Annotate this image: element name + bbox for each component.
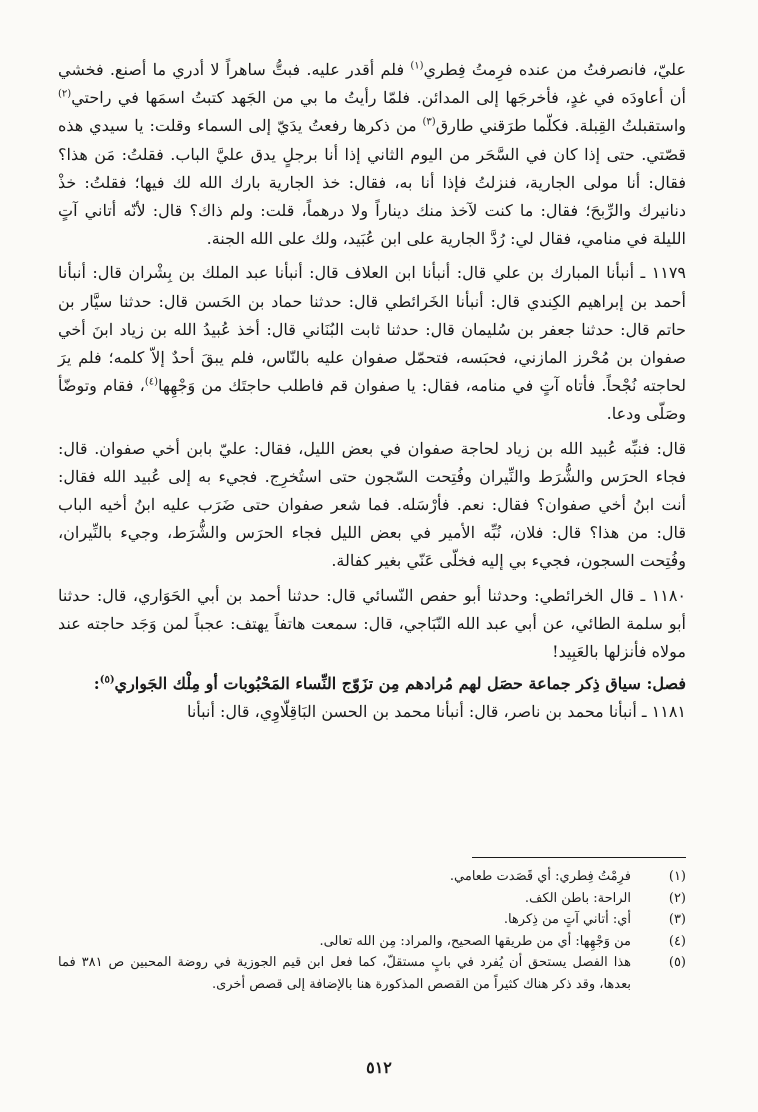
footnote-number: (٥) (668, 955, 686, 970)
footnote-ref-2: (٢) (58, 88, 72, 100)
footnote-divider (472, 857, 686, 858)
paragraph-safwan: قال: فنبِّه عُبيد الله بن زياد لحاجة صفوان في بعض الليل، فقال: عليّ بابن أخي صفوان. قال: فجاء الحرَس والشُّرَط والنِّيران وفُتِحت السّجون حتى استُخرِج. فجيء به إلى عُبيد الله فقال: أنت ابنُ أخي صفوان؟ فقال: نعم. فأرْسَله. فما شعر صفوان حتى ضَرَب عليه ابنُ أخيه الباب قال: من هذا؟ قال: فلان، نُبِّه الأمير في بعض الليل فجاء الحرَس والشُّرَط، وجيء بالنِّيران، وفُتِحت السجون، فجيء بي إليه فخلّى عَنّي بغير كفالة. (58, 438, 687, 571)
footnote-ref-5: (٥) (99, 674, 115, 686)
footnote (58, 866, 686, 888)
footnote (58, 952, 686, 995)
footnote-text: فرِمْتُ فِطري: أي قَصَدت طعامي. (449, 869, 631, 884)
footnote-text: أي: أتاني آتٍ من ذِكرها. (503, 912, 631, 927)
footnote-ref-4: (٤) (144, 376, 159, 388)
footnote (58, 931, 686, 953)
footnote-text: من وَجْهِها: أي من طريقها الصحيح، والمراد: مِن الله تعالى. (319, 933, 631, 949)
paragraph-1181: ١١٨١ ـ أنبأنا محمد بن ناصر، قال: أنبأنا محمد بن الحسن البَاقِلّاوِي، قال: أنبأنا (186, 702, 686, 722)
footnote-ref-1: (١) (410, 60, 424, 72)
footnote-number: (٣) (668, 912, 686, 927)
paragraph-story-end: عليّ، فانصرفتُ من عنده فرِمتُ فِطري$^{(١)}$ فلم أقدر عليه. فبتُّ ساهراً لا أدري ما أصنع. فخشي أن أعاودَه في غدٍ، فأخرجَها إلى المدائن. فلمّا رأيتُ ما بي من الجَهد كتبتُ اسمَها في راحتي$^{(٢)}$ واستقبلتُ القِبلة. فكلّما طرَقني طارق$^{(٣)}$ من ذكرها رفعتُ يدَيّ إلى السماء وقلت: يا سيدي هذه قصّتي. حتى إذا كان في السَّحَر من اليوم الثاني إذا أنا برجلٍ يدق عليَّ الباب. فقلتُ: مَن هذا؟ فقال: أنا مولى الجارية، فنزلتُ فإذا أنا به، فقال: خذ الجارية بارك الله لك فيها؛ فقلتُ: خذْ دنانيرك والرِّبحَ؛ فقال: ما كنت لآخذ منك ديناراً ولا درهماً، قلت: ولم ذاك؟ قال: لأنّه أتاني آتٍ الليلة في منامي، فقال لي: رُدَّ الجارية على ابن عُبَيد، ولك على الله الجنة. (58, 60, 687, 249)
footnote-text: هذا الفصل يستحق أن يُفرد في بابٍ مستقلّ، كما فعل ابن قيم الجوزية في روضة المحبين ص ٣٨١ فما بعدها، وقد ذكر هناك كثيراً من القصص المذكورة هنا بالإضافة إلى قصص أخرى. (58, 955, 631, 992)
footnote (58, 909, 686, 931)
footnote-number: (١) (668, 869, 686, 884)
paragraph-1180: ١١٨٠ ـ قال الخرائطي: وحدثنا أبو حفص النّسائي قال: حدثنا أحمد بن أبي الحَوَاري، قال: حدثنا أبو سلمة الطائي، عن أبي عبد الله النّبَاجي، قال: سمعت هاتفاً يهتف: عجباً لمن وَجَد حاجته عند مولاه فأنزلها بالعَبِيد! (58, 585, 686, 662)
footnote-text: الراحة: باطن الكف. (524, 890, 631, 906)
main-text (58, 56, 686, 727)
section-heading: فصل: سياق ذِكر جماعة حصَل لهم مُرادهم مِن تزَوّج النِّساء المَحْبُوبات أو مِلْك الجَواري$^{(٥)}$: (93, 674, 686, 694)
footnote-number: (٢) (668, 890, 686, 906)
footnote-number: (٤) (668, 933, 686, 949)
paragraph-1179: ١١٧٩ ـ أنبأنا المبارك بن علي قال: أنبأنا ابن العلاف قال: أنبأنا عبد الملك بن بِشْران قال: أنبأنا أحمد بن إبراهيم الكِندي قال: أنبأنا الخَرائطي قال: حدثنا حماد بن الحَسن قال: حدثنا سيَّار بن حاتم قال: حدثنا جعفر بن سُليمان قال: حدثنا ثابت البُنَاني قال: أخذ عُبيدُ الله بن زياد ابنَ أخي صفوان بن مُحْرز المازني، فحبَسه، فتحمّل صفوان عليه بالنّاس، فلم يبقَ أحدٌ إلاّ كلمه؛ فلم يرَ لحاجته نُجْحاً. فأتاه آتٍ في منامه، فقال: يا صفوان قم فاطلب حاجتَك من وَجْهِها$^{(٤)}$، فقام وتوضّأ وصَلّى ودعا. (58, 263, 687, 424)
footnote (58, 888, 686, 910)
footnotes (58, 866, 686, 995)
page-number: ٥١٢ (366, 1058, 392, 1077)
footnote-ref-3: (٣) (422, 117, 436, 129)
